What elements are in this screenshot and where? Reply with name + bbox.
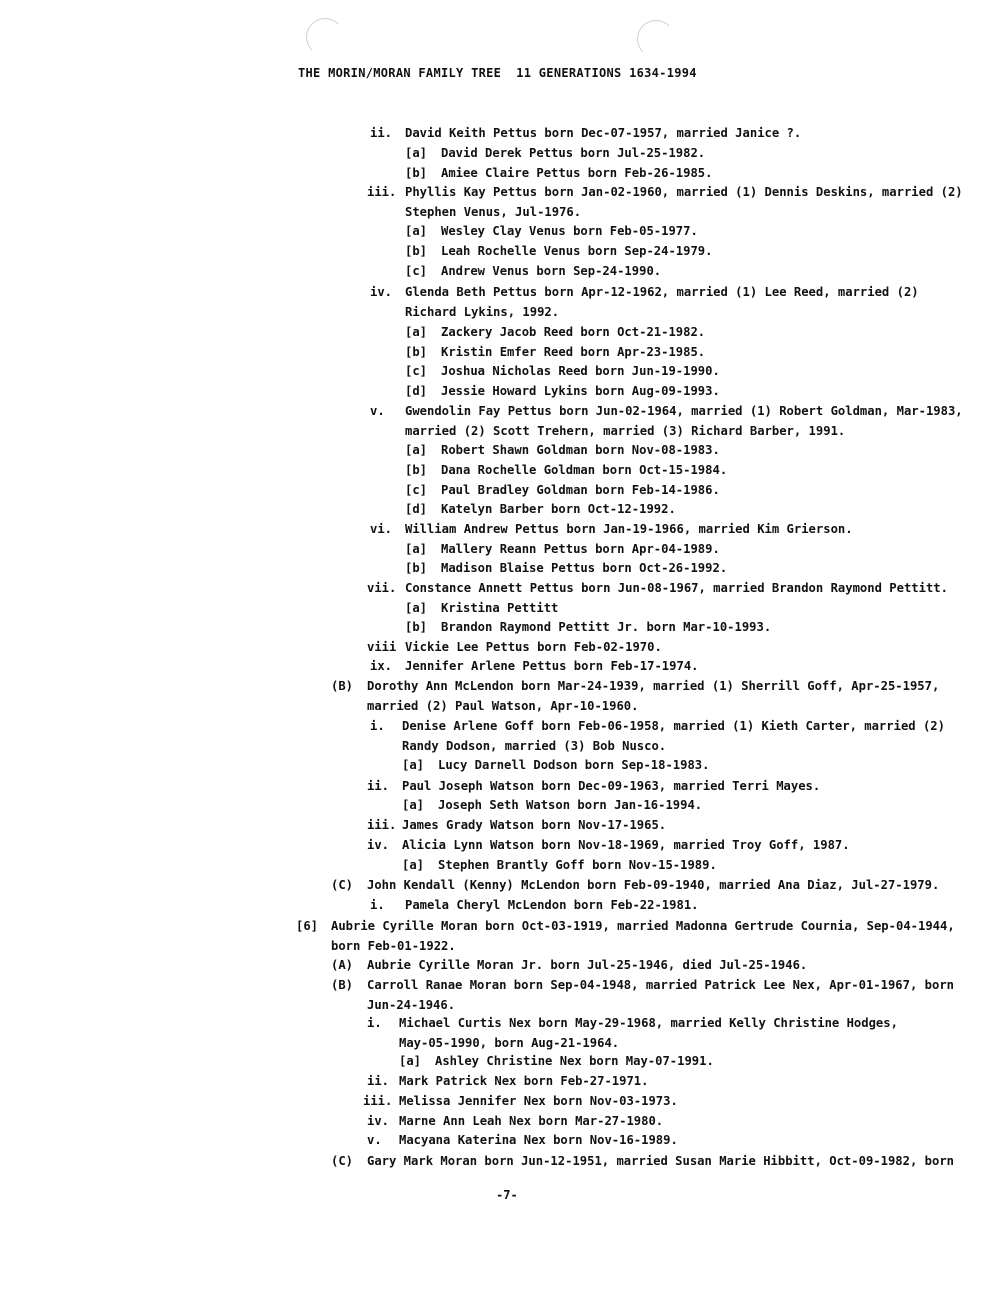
entry-marker: iii. — [367, 185, 397, 199]
entry-marker: [b] — [405, 166, 428, 180]
entry-marker: [a] — [405, 325, 428, 339]
entry-marker: (B) — [331, 679, 354, 693]
entry-marker: [b] — [405, 244, 428, 258]
entry-marker: i. — [370, 898, 385, 912]
entry-text: Kristina Pettitt — [441, 601, 559, 615]
entry-text: Brandon Raymond Pettitt Jr. born Mar-10-1993. — [441, 620, 772, 634]
entry-marker: iv. — [367, 838, 390, 852]
page-header-title: THE MORIN/MORAN FAMILY TREE 11 GENERATIONS 1634-1994 — [298, 66, 697, 80]
entry-marker: viii — [367, 640, 397, 654]
entry-text: Jun-24-1946. — [367, 998, 456, 1012]
entry-text: Stephen Brantly Goff born Nov-15-1989. — [438, 858, 717, 872]
entry-marker: [c] — [405, 364, 428, 378]
entry-marker: iii. — [367, 818, 397, 832]
entry-text: Madison Blaise Pettus born Oct-26-1992. — [441, 561, 728, 575]
entry-marker: ii. — [367, 1074, 390, 1088]
entry-text: Jennifer Arlene Pettus born Feb-17-1974. — [405, 659, 699, 673]
entry-marker: iv. — [370, 285, 393, 299]
entry-marker: v. — [367, 1133, 382, 1147]
entry-text: Zackery Jacob Reed born Oct-21-1982. — [441, 325, 706, 339]
entry-text: Melissa Jennifer Nex born Nov-03-1973. — [399, 1094, 678, 1108]
entry-text: John Kendall (Kenny) McLendon born Feb-09-1940, married Ana Diaz, Jul-27-1979. — [367, 878, 940, 892]
entry-text: Gary Mark Moran born Jun-12-1951, married Susan Marie Hibbitt, Oct-09-1982, born — [367, 1154, 954, 1168]
entry-marker: [c] — [405, 483, 428, 497]
entry-text: Joseph Seth Watson born Jan-16-1994. — [438, 798, 703, 812]
entry-marker: [6] — [296, 919, 319, 933]
entry-text: Amiee Claire Pettus born Feb-26-1985. — [441, 166, 713, 180]
entry-text: Joshua Nicholas Reed born Jun-19-1990. — [441, 364, 720, 378]
entry-marker: [a] — [405, 443, 428, 457]
entry-marker: iii. — [363, 1094, 393, 1108]
entry-text: Alicia Lynn Watson born Nov-18-1969, married Troy Goff, 1987. — [402, 838, 850, 852]
entry-marker: [b] — [405, 561, 428, 575]
entry-marker: [b] — [405, 463, 428, 477]
entry-text: David Keith Pettus born Dec-07-1957, married Janice ?. — [405, 126, 802, 140]
entry-text: Richard Lykins, 1992. — [405, 305, 560, 319]
entry-text: Phyllis Kay Pettus born Jan-02-1960, married (1) Dennis Deskins, married (2) — [405, 185, 963, 199]
entry-text: Robert Shawn Goldman born Nov-08-1983. — [441, 443, 720, 457]
entry-text: Aubrie Cyrille Moran Jr. born Jul-25-1946, died Jul-25-1946. — [367, 958, 808, 972]
entry-text: married (2) Paul Watson, Apr-10-1960. — [367, 699, 639, 713]
entry-text: Mallery Reann Pettus born Apr-04-1989. — [441, 542, 720, 556]
entry-marker: i. — [367, 1016, 382, 1030]
entry-text: Marne Ann Leah Nex born Mar-27-1980. — [399, 1114, 664, 1128]
entry-text: Paul Bradley Goldman born Feb-14-1986. — [441, 483, 720, 497]
entry-marker: [d] — [405, 502, 428, 516]
entry-marker: [a] — [405, 146, 428, 160]
entry-text: Ashley Christine Nex born May-07-1991. — [435, 1054, 714, 1068]
entry-marker: [a] — [405, 601, 428, 615]
entry-marker: ix. — [370, 659, 393, 673]
entry-text: Michael Curtis Nex born May-29-1968, married Kelly Christine Hodges, — [399, 1016, 898, 1030]
entry-text: Glenda Beth Pettus born Apr-12-1962, married (1) Lee Reed, married (2) — [405, 285, 919, 299]
entry-text: Stephen Venus, Jul-1976. — [405, 205, 582, 219]
entry-marker: ii. — [370, 126, 393, 140]
entry-text: May-05-1990, born Aug-21-1964. — [399, 1036, 620, 1050]
entry-text: William Andrew Pettus born Jan-19-1966, married Kim Grierson. — [405, 522, 853, 536]
entry-text: Gwendolin Fay Pettus born Jun-02-1964, married (1) Robert Goldman, Mar-1983, — [405, 404, 963, 418]
entry-text: born Feb-01-1922. — [331, 939, 456, 953]
entry-marker: ii. — [367, 779, 390, 793]
entry-marker: [b] — [405, 620, 428, 634]
entry-marker: [a] — [402, 758, 425, 772]
entry-text: Katelyn Barber born Oct-12-1992. — [441, 502, 676, 516]
entry-text: Wesley Clay Venus born Feb-05-1977. — [441, 224, 698, 238]
entry-text: Andrew Venus born Sep-24-1990. — [441, 264, 662, 278]
entry-marker: (B) — [331, 978, 354, 992]
entry-marker: (A) — [331, 958, 354, 972]
entry-marker: vii. — [367, 581, 397, 595]
entry-marker: [d] — [405, 384, 428, 398]
entry-marker: (C) — [331, 1154, 354, 1168]
entry-text: Constance Annett Pettus born Jun-08-1967, married Brandon Raymond Pettitt. — [405, 581, 948, 595]
entry-marker: [b] — [405, 345, 428, 359]
entry-marker: [a] — [402, 798, 425, 812]
entry-text: Denise Arlene Goff born Feb-06-1958, married (1) Kieth Carter, married (2) — [402, 719, 945, 733]
entry-text: Lucy Darnell Dodson born Sep-18-1983. — [438, 758, 710, 772]
entry-text: Aubrie Cyrille Moran born Oct-03-1919, married Madonna Gertrude Cournia, Sep-04-1944, — [331, 919, 955, 933]
entry-marker: (C) — [331, 878, 354, 892]
entry-marker: iv. — [367, 1114, 390, 1128]
entry-marker: [a] — [402, 858, 425, 872]
entry-marker: [a] — [405, 224, 428, 238]
entry-text: Dana Rochelle Goldman born Oct-15-1984. — [441, 463, 728, 477]
entry-marker: [a] — [405, 542, 428, 556]
entry-text: Randy Dodson, married (3) Bob Nusco. — [402, 739, 667, 753]
entry-text: Carroll Ranae Moran born Sep-04-1948, married Patrick Lee Nex, Apr-01-1967, born — [367, 978, 954, 992]
entry-marker: v. — [370, 404, 385, 418]
entry-text: Dorothy Ann McLendon born Mar-24-1939, married (1) Sherrill Goff, Apr-25-1957, — [367, 679, 940, 693]
entry-text: Jessie Howard Lykins born Aug-09-1993. — [441, 384, 720, 398]
entry-text: Leah Rochelle Venus born Sep-24-1979. — [441, 244, 713, 258]
entry-text: Kristin Emfer Reed born Apr-23-1985. — [441, 345, 706, 359]
entry-marker: [a] — [399, 1054, 422, 1068]
entry-text: Paul Joseph Watson born Dec-09-1963, married Terri Mayes. — [402, 779, 821, 793]
entry-text: Vickie Lee Pettus born Feb-02-1970. — [405, 640, 662, 654]
page-number: -7- — [496, 1188, 518, 1202]
entry-text: Pamela Cheryl McLendon born Feb-22-1981. — [405, 898, 699, 912]
entry-marker: vi. — [370, 522, 393, 536]
entry-text: married (2) Scott Trehern, married (3) Richard Barber, 1991. — [405, 424, 846, 438]
entry-text: Macyana Katerina Nex born Nov-16-1989. — [399, 1133, 678, 1147]
entry-text: James Grady Watson born Nov-17-1965. — [402, 818, 667, 832]
entry-marker: [c] — [405, 264, 428, 278]
entry-marker: i. — [370, 719, 385, 733]
entry-text: David Derek Pettus born Jul-25-1982. — [441, 146, 706, 160]
entry-text: Mark Patrick Nex born Feb-27-1971. — [399, 1074, 649, 1088]
